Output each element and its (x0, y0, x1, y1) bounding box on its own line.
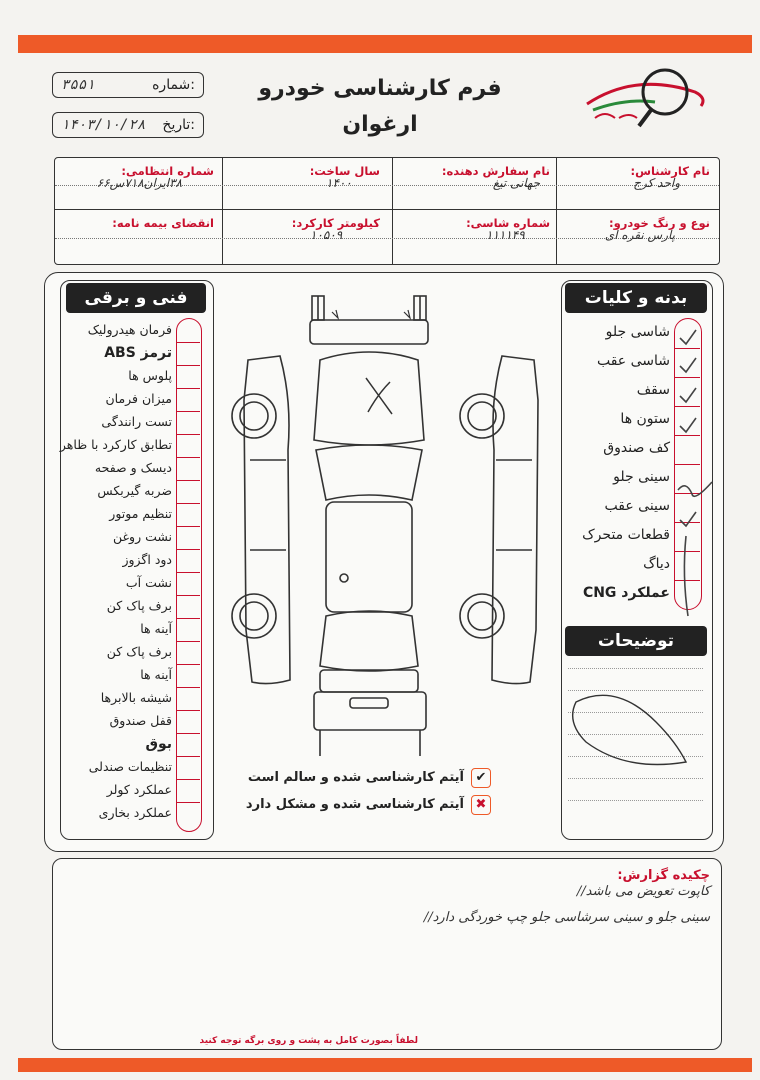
technical-item: فرمان هیدرولیک (87, 322, 172, 337)
grid-h-divider (55, 209, 719, 210)
legend-bad-text: آیتم کارشناسی شده و مشکل دارد (245, 797, 464, 812)
technical-item: تست رانندگی (101, 414, 172, 429)
note-line (568, 668, 703, 669)
technical-item: قفل صندوق (109, 713, 172, 728)
technical-item: میزان فرمان (105, 391, 172, 406)
technical-item: پلوس ها (128, 368, 172, 383)
car-model-label: نوع و رنگ خودرو: (608, 216, 710, 230)
mileage-value: ۱۰۵۰۹ (310, 228, 343, 242)
body-item: سقف (636, 382, 670, 398)
form-number-field (52, 72, 204, 98)
year-label: سال ساخت: (309, 164, 380, 178)
body-item: عملکرد CNG (582, 585, 670, 601)
technical-item: ضربه گیربکس (97, 483, 172, 498)
technical-check-cell (177, 756, 200, 757)
notes-scribble (566, 682, 706, 772)
chassis-value: ۱۱۱۱۴۹ (486, 228, 525, 242)
technical-check-cell (177, 365, 200, 366)
technical-item: عملکرد بخاری (98, 805, 172, 820)
check-icon: ✔ (471, 768, 491, 788)
technical-item: ترمز ABS (104, 345, 172, 361)
technical-check-cell (177, 480, 200, 481)
body-item: قطعات متحرک (582, 527, 670, 543)
technical-check-cell (177, 595, 200, 596)
technical-check-cell (177, 779, 200, 780)
technical-item: نشت آب (125, 575, 172, 590)
report-line-2: سینی جلو و سینی سرشاسی جلو چپ خوردگی دارد// (423, 910, 710, 925)
footer-note: لطفاً بصورت کامل به پشت و روی برگه توجه کنید (199, 1036, 418, 1046)
grid-v-divider (556, 158, 557, 264)
technical-check-cell (177, 411, 200, 412)
expert-name-value: واحد کرج (633, 176, 680, 190)
technical-item: برف پاک کن (106, 644, 172, 659)
grid-v-divider (392, 158, 393, 264)
company-name: ارغوان (342, 112, 418, 137)
note-line (568, 800, 703, 801)
car-model-value: پارس نقره ای (604, 228, 675, 242)
date-value: ۱۴۰۳/۱۰/۲۸ (61, 117, 146, 133)
technical-item: دود اگزوز (122, 552, 172, 567)
technical-check-cell (177, 618, 200, 619)
chassis-label: شماره شاسی: (466, 216, 550, 230)
company-logo (575, 62, 735, 142)
plate-label: شماره انتظامی: (121, 164, 214, 178)
technical-check-cell (177, 342, 200, 343)
top-accent-bar (18, 35, 752, 53)
body-item: کف صندوق (603, 440, 670, 456)
hand-checkmarks (672, 318, 718, 618)
technical-check-cell (177, 457, 200, 458)
technical-item: عملکرد کولر (106, 782, 172, 797)
bottom-accent-bar (18, 1058, 752, 1072)
body-item: ستون ها (620, 411, 670, 427)
technical-check-cell (177, 802, 200, 803)
insurance-label: انقضای بیمه نامه: (112, 216, 214, 230)
technical-check-cell (177, 388, 200, 389)
body-item: دیاگ (643, 556, 670, 572)
technical-check-cell (177, 710, 200, 711)
technical-item: بوق (145, 736, 172, 752)
technical-item: دیسک و صفحه (94, 460, 172, 475)
technical-item: نشت روغن (112, 529, 172, 544)
notes-heading: توضیحات (565, 626, 707, 656)
technical-check-cell (177, 733, 200, 734)
date-field (52, 112, 204, 138)
grid-v-divider (222, 158, 223, 264)
cross-icon: ✖ (471, 795, 491, 815)
year-value: ۱۴۰۰ (326, 176, 352, 190)
body-item: شاسی عقب (596, 353, 670, 369)
client-name-value: جهانی تیغ (492, 176, 540, 190)
mileage-label: کیلومتر کارکرد: (291, 216, 380, 230)
plate-value: ۳۸ایران۷۱۸س۶۶ (96, 176, 182, 190)
body-item: سینی عقب (604, 498, 670, 514)
body-item: سینی جلو (613, 469, 670, 485)
technical-item: تنظیم موتور (109, 506, 172, 521)
technical-check-cell (177, 572, 200, 573)
note-line (568, 778, 703, 779)
legend-ok-text: آیتم کارشناسی شده و سالم است (247, 770, 464, 785)
date-label: تاریخ: (162, 117, 195, 133)
technical-heading: فنی و برقی (66, 283, 206, 313)
technical-item: تنظیمات صندلی (88, 759, 172, 774)
body-heading: بدنه و کلیات (565, 283, 707, 313)
form-title: فرم کارشناسی خودرو (258, 76, 502, 101)
report-line-1: کاپوت تعویض می باشد// (576, 884, 710, 899)
form-number-label: شماره: (152, 77, 195, 93)
client-name-label: نام سفارش دهنده: (441, 164, 550, 178)
form-number-value: ۳۵۵۱ (61, 77, 95, 93)
technical-check-cell (177, 549, 200, 550)
technical-check-cell (177, 434, 200, 435)
car-diagram (228, 290, 554, 766)
technical-item: تطابق کارکرد با ظاهر (59, 437, 172, 452)
technical-item: برف پاک کن (106, 598, 172, 613)
expert-name-label: نام کارشناس: (630, 164, 710, 178)
technical-item: شیشه بالابرها (100, 690, 172, 705)
technical-check-cell (177, 687, 200, 688)
technical-check-cell (177, 503, 200, 504)
technical-item: آینه ها (140, 621, 172, 636)
technical-check-cell (177, 526, 200, 527)
technical-check-column (176, 318, 202, 832)
technical-check-cell (177, 641, 200, 642)
technical-item: آینه ها (140, 667, 172, 682)
body-item: شاسی جلو (605, 324, 670, 340)
report-heading: چکیده گزارش: (617, 868, 710, 883)
technical-check-cell (177, 664, 200, 665)
